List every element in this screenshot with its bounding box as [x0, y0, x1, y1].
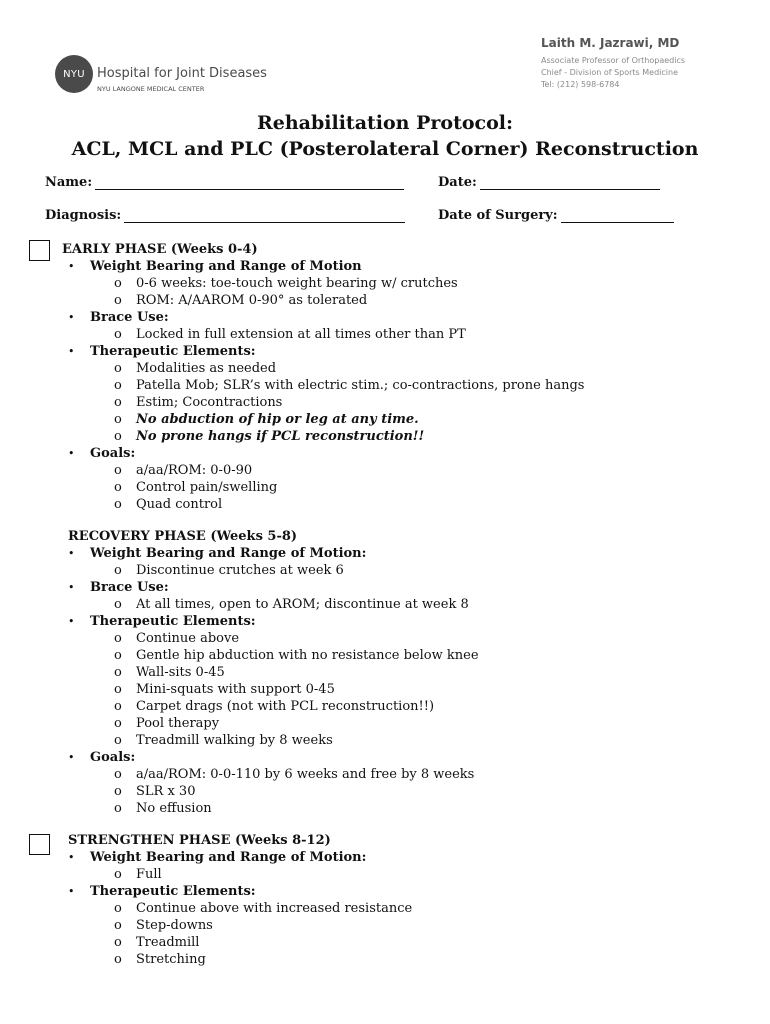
sub-mark: o	[114, 733, 122, 748]
diagnosis-label: Diagnosis:	[45, 208, 122, 223]
sub-item	[0, 596, 770, 613]
sub-text: a/aa/ROM: 0-0-110 by 6 weeks and free by 8 weeks	[136, 767, 475, 782]
sub-mark: o	[114, 463, 122, 478]
sub-text: Discontinue crutches at week 6	[136, 563, 344, 578]
sub-text: Pool therapy	[136, 716, 220, 731]
sub-text: Continue above with increased resistance	[136, 901, 413, 916]
sub-text: SLR x 30	[136, 784, 196, 799]
hospital-name: Hospital for Joint Diseases	[97, 66, 267, 81]
list-item	[0, 749, 770, 766]
list-item	[0, 445, 770, 462]
list-item	[0, 849, 770, 866]
sub-mark: o	[114, 412, 122, 427]
sub-item	[0, 681, 770, 698]
bullet-label: Goals:	[90, 446, 136, 461]
doctor-phone: Tel: (212) 598-6784	[541, 80, 620, 89]
sub-item	[0, 900, 770, 917]
bullet-label: Therapeutic Elements:	[90, 884, 256, 899]
list-item	[0, 613, 770, 630]
sub-item	[0, 766, 770, 783]
sub-text: Wall-sits 0-45	[136, 665, 225, 680]
bullet-label: Weight Bearing and Range of Motion	[90, 259, 362, 274]
sub-item	[0, 360, 770, 377]
recovery-phase-title: RECOVERY PHASE (Weeks 5-8)	[68, 529, 298, 544]
sub-mark: o	[114, 378, 122, 393]
sub-item	[0, 275, 770, 292]
sub-mark: o	[114, 497, 122, 512]
name-input-line[interactable]	[95, 175, 404, 190]
doctor-title: Associate Professor of Orthopaedics	[541, 56, 686, 65]
nyu-logo	[55, 55, 93, 93]
surgery-date-input-line[interactable]	[561, 208, 674, 223]
sub-text: 0-6 weeks: toe-touch weight bearing w/ crutches	[136, 276, 458, 291]
strengthen-phase-title: STRENGTHEN PHASE (Weeks 8-12)	[68, 833, 331, 848]
sub-text: Stretching	[136, 952, 206, 967]
warning-text: No abduction of hip or leg at any time.	[136, 412, 419, 427]
sub-text: No effusion	[136, 801, 212, 816]
sub-mark: o	[114, 648, 122, 663]
early-phase-section	[0, 241, 770, 513]
sub-mark: o	[114, 293, 122, 308]
date-label: Date:	[438, 175, 477, 190]
bullet-mark: •	[68, 547, 75, 560]
sub-mark: o	[114, 699, 122, 714]
sub-mark: o	[114, 867, 122, 882]
sub-item	[0, 394, 770, 411]
bullet-mark: •	[68, 345, 75, 358]
sub-item	[0, 479, 770, 496]
sub-text: Gentle hip abduction with no resistance below knee	[136, 648, 479, 663]
title-line-2: ACL, MCL and PLC (Posterolateral Corner) Reconstruction	[71, 138, 699, 160]
hospital-subtitle: NYU LANGONE MEDICAL CENTER	[97, 85, 205, 93]
sub-text: ROM: A/AAROM 0-90° as tolerated	[136, 293, 368, 308]
warning-text: No prone hangs if PCL reconstruction!!	[136, 429, 425, 444]
doctor-name: Laith M. Jazrawi, MD	[541, 36, 680, 50]
sub-item	[0, 562, 770, 579]
sub-mark: o	[114, 563, 122, 578]
list-item	[0, 258, 770, 275]
logo-text: NYU	[63, 68, 85, 80]
sub-text: Mini-squats with support 0-45	[136, 682, 335, 697]
sub-mark: o	[114, 682, 122, 697]
bullet-label: Therapeutic Elements:	[90, 344, 256, 359]
doctor-info	[541, 36, 685, 91]
sub-item	[0, 934, 770, 951]
list-item	[0, 545, 770, 562]
sub-text: Estim; Cocontractions	[136, 395, 283, 410]
sub-mark: o	[114, 767, 122, 782]
sub-item	[0, 664, 770, 681]
sub-text: At all times, open to AROM; discontinue at week 8	[136, 597, 469, 612]
bullet-mark: •	[68, 447, 75, 460]
sub-mark: o	[114, 952, 122, 967]
sub-item	[0, 866, 770, 883]
sub-item	[0, 462, 770, 479]
sub-mark: o	[114, 784, 122, 799]
bullet-label: Brace Use:	[90, 310, 169, 325]
recovery-phase-section	[0, 528, 770, 817]
bullet-mark: •	[68, 260, 75, 273]
sub-item	[0, 428, 770, 445]
sub-text: Carpet drags (not with PCL reconstruction!!)	[136, 699, 435, 714]
date-input-line[interactable]	[480, 175, 660, 190]
surgery-date-label: Date of Surgery:	[438, 208, 558, 223]
bullet-mark: •	[68, 851, 75, 864]
list-item	[0, 309, 770, 326]
sub-text: Treadmill	[136, 935, 200, 950]
bullet-label: Weight Bearing and Range of Motion:	[90, 546, 367, 561]
sub-item	[0, 411, 770, 428]
sub-mark: o	[114, 361, 122, 376]
title-line-1: Rehabilitation Protocol:	[256, 112, 514, 134]
diagnosis-field	[45, 208, 405, 223]
sub-item	[0, 326, 770, 343]
bullet-mark: •	[68, 581, 75, 594]
sub-mark: o	[114, 716, 122, 731]
sub-text: Control pain/swelling	[136, 480, 278, 495]
sub-mark: o	[114, 918, 122, 933]
sub-mark: o	[114, 480, 122, 495]
bullet-label: Goals:	[90, 750, 136, 765]
sub-item	[0, 496, 770, 513]
name-field	[45, 175, 404, 190]
sub-mark: o	[114, 801, 122, 816]
sub-text: Continue above	[136, 631, 240, 646]
list-item	[0, 579, 770, 596]
sub-item	[0, 715, 770, 732]
bullet-mark: •	[68, 311, 75, 324]
sub-mark: o	[114, 935, 122, 950]
document-title	[0, 110, 770, 162]
sub-mark: o	[114, 631, 122, 646]
sub-item	[0, 377, 770, 394]
bullet-label: Weight Bearing and Range of Motion:	[90, 850, 367, 865]
sub-item	[0, 951, 770, 968]
bullet-mark: •	[68, 615, 75, 628]
sub-mark: o	[114, 276, 122, 291]
bullet-label: Brace Use:	[90, 580, 169, 595]
date-field	[438, 175, 660, 190]
surgery-date-field	[438, 208, 674, 223]
sub-item	[0, 647, 770, 664]
sub-mark: o	[114, 901, 122, 916]
bullet-label: Therapeutic Elements:	[90, 614, 256, 629]
sub-text: Step-downs	[136, 918, 213, 933]
sub-text: Modalities as needed	[136, 361, 277, 376]
sub-item	[0, 630, 770, 647]
sub-mark: o	[114, 327, 122, 342]
sub-item	[0, 783, 770, 800]
sub-mark: o	[114, 395, 122, 410]
sub-text: Locked in full extension at all times other than PT	[136, 327, 466, 342]
sub-mark: o	[114, 665, 122, 680]
name-label: Name:	[45, 175, 93, 190]
sub-item	[0, 732, 770, 749]
sub-text: Full	[136, 867, 162, 882]
sub-mark: o	[114, 429, 122, 444]
sub-mark: o	[114, 597, 122, 612]
strengthen-phase-section	[0, 832, 770, 968]
sub-item	[0, 698, 770, 715]
sub-item	[0, 292, 770, 309]
doctor-division: Chief - Division of Sports Medicine	[541, 68, 679, 77]
sub-text: Treadmill walking by 8 weeks	[136, 733, 333, 748]
sub-text: a/aa/ROM: 0-0-90	[136, 463, 253, 478]
sub-text: Quad control	[136, 497, 223, 512]
early-phase-title: EARLY PHASE (Weeks 0-4)	[62, 242, 258, 257]
list-item	[0, 343, 770, 360]
diagnosis-input-line[interactable]	[124, 208, 405, 223]
bullet-mark: •	[68, 885, 75, 898]
sub-item	[0, 917, 770, 934]
sub-item	[0, 800, 770, 817]
bullet-mark: •	[68, 751, 75, 764]
list-item	[0, 883, 770, 900]
sub-text: Patella Mob; SLR’s with electric stim.; co-contractions, prone hangs	[136, 378, 585, 393]
